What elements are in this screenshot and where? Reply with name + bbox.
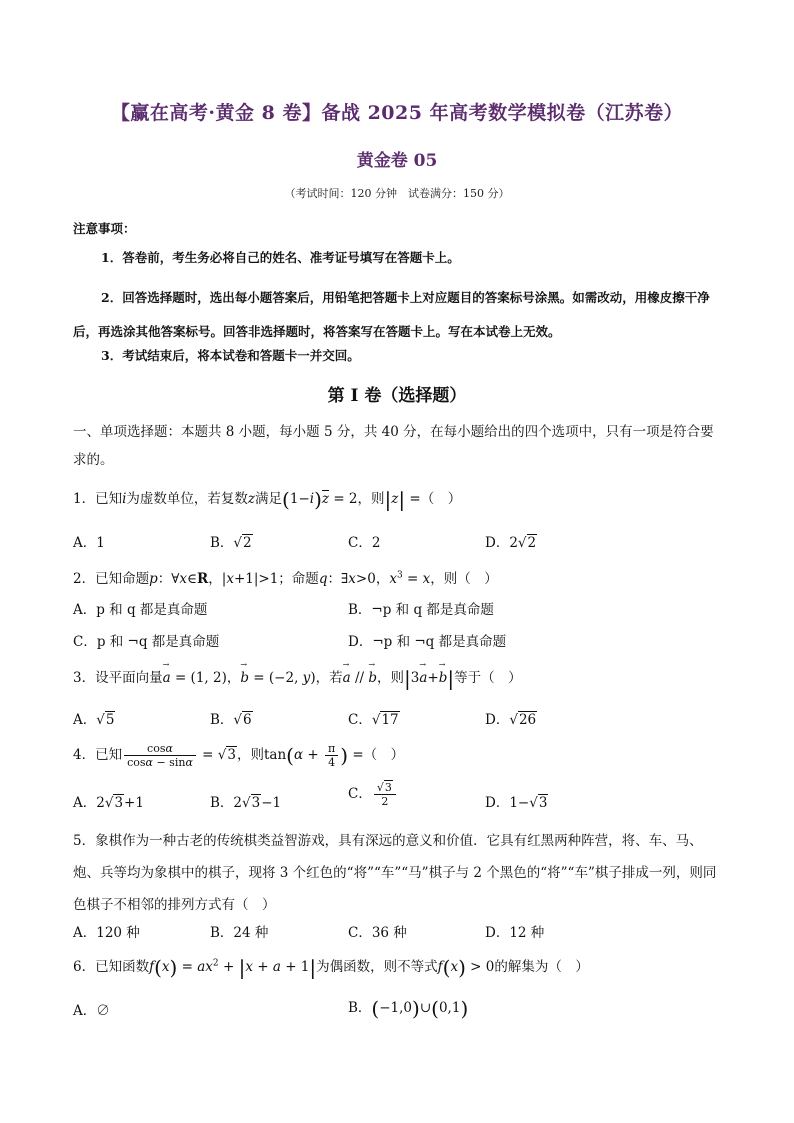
q1-option-a: A．1 bbox=[73, 535, 105, 551]
q1-option-c: C．2 bbox=[348, 535, 381, 551]
q4-option-b: B．2√3−1 bbox=[210, 795, 282, 811]
exam-title: 【赢在高考·黄金 8 卷】备战 2025 年高考数学模拟卷（江苏卷） bbox=[110, 102, 684, 124]
exam-info: （考试时间：120 分钟 试卷满分：150 分） bbox=[284, 187, 510, 200]
q1-option-d: D．2√2 bbox=[485, 535, 537, 551]
section-intro: 一、单项选择题：本题共 8 小题，每小题 5 分，共 40 分，在每小题给出的四个选项中，只有一项是符合要求的。 bbox=[73, 424, 714, 468]
q6-option-b: B．(−1,0)∪(0,1) bbox=[348, 996, 469, 1021]
q4-option-d: D．1−√3 bbox=[485, 795, 548, 811]
q2-option-b: B．¬p 和 q 都是真命题 bbox=[348, 602, 494, 618]
q3-option-c: C．√17 bbox=[348, 712, 399, 728]
q5-option-c: C．36 种 bbox=[348, 925, 407, 941]
q3-option-a: A．√5 bbox=[73, 712, 115, 728]
question-4: 4．已知 $\frac{\cos\alpha}{\cos\alpha - \sin\alpha}$ = √3，则tan(α + $\frac{\pi}{4}$ ) =（ ） bbox=[73, 742, 405, 769]
q2-option-a: A．p 和 q 都是真命题 bbox=[73, 602, 208, 618]
q5-option-a: A．120 种 bbox=[73, 925, 140, 941]
q6-option-a: A．∅ bbox=[73, 1003, 110, 1019]
notice-item-1: 1．答卷前，考生务必将自己的姓名、准考证号填写在答题卡上。 bbox=[101, 250, 460, 265]
question-3: 3．设平面向量→ a = (1, 2)，→ b = (−2, y)，若→ a // → b，则|3→ a+→ b|等于（ ） bbox=[73, 666, 721, 691]
q4-option-c: C． $\frac{√3}{2}$ bbox=[348, 781, 398, 808]
question-1: 1．已知i为虚数单位，若复数z满足(1−i)z = 2，则|z| =（ ） bbox=[73, 487, 462, 512]
question-2: 2．已知命题p：∀x∈R，|x+1|>1；命题q：∃x>0，$x^3 = x$，则（ ） bbox=[73, 570, 498, 587]
q3-option-b: B．√6 bbox=[210, 712, 252, 728]
question-6: 6．已知函数$f(x) = ax^2 + |x + a + 1|$为偶函数，则不等式f(x) > 0的解集为（ ） bbox=[73, 955, 589, 980]
q5-option-d: D．12 种 bbox=[485, 925, 545, 941]
q3-option-d: D．√26 bbox=[485, 712, 537, 728]
q1-option-b: B．√2 bbox=[210, 535, 252, 551]
section-heading: 第 I 卷（选择题） bbox=[327, 386, 467, 406]
q2-option-c: C．p 和 ¬q 都是真命题 bbox=[73, 634, 220, 650]
exam-subtitle: 黄金卷 05 bbox=[356, 151, 438, 171]
q4-option-a: A．2√3+1 bbox=[73, 795, 144, 811]
notice-item-3: 3．考试结束后，将本试卷和答题卡一并交回。 bbox=[101, 348, 360, 363]
notice-item-2: 2．回答选择题时，选出每小题答案后，用铅笔把答题卡上对应题目的答案标号涂黑。如需改动，用橡皮擦干净后，再选涂其他答案标号。回答非选择题时，将答案写在答题卡上。写在本试卷上无效。 bbox=[73, 290, 710, 339]
q5-option-b: B．24 种 bbox=[210, 925, 269, 941]
q2-option-d: D．¬p 和 ¬q 都是真命题 bbox=[348, 634, 507, 650]
question-5: 5．象棋作为一种古老的传统棋类益智游戏，具有深远的意义和价值．它具有红黑两种阵营，将、车、马、炮、兵等均为象棋中的棋子，现将 3 个红色的“将”“车”“马”棋子与 2 个黑色的“将”“车”棋子排成一列，则同色棋子不相邻的排列方式有（ ） bbox=[73, 833, 717, 913]
notice-title: 注意事项： bbox=[73, 221, 136, 236]
